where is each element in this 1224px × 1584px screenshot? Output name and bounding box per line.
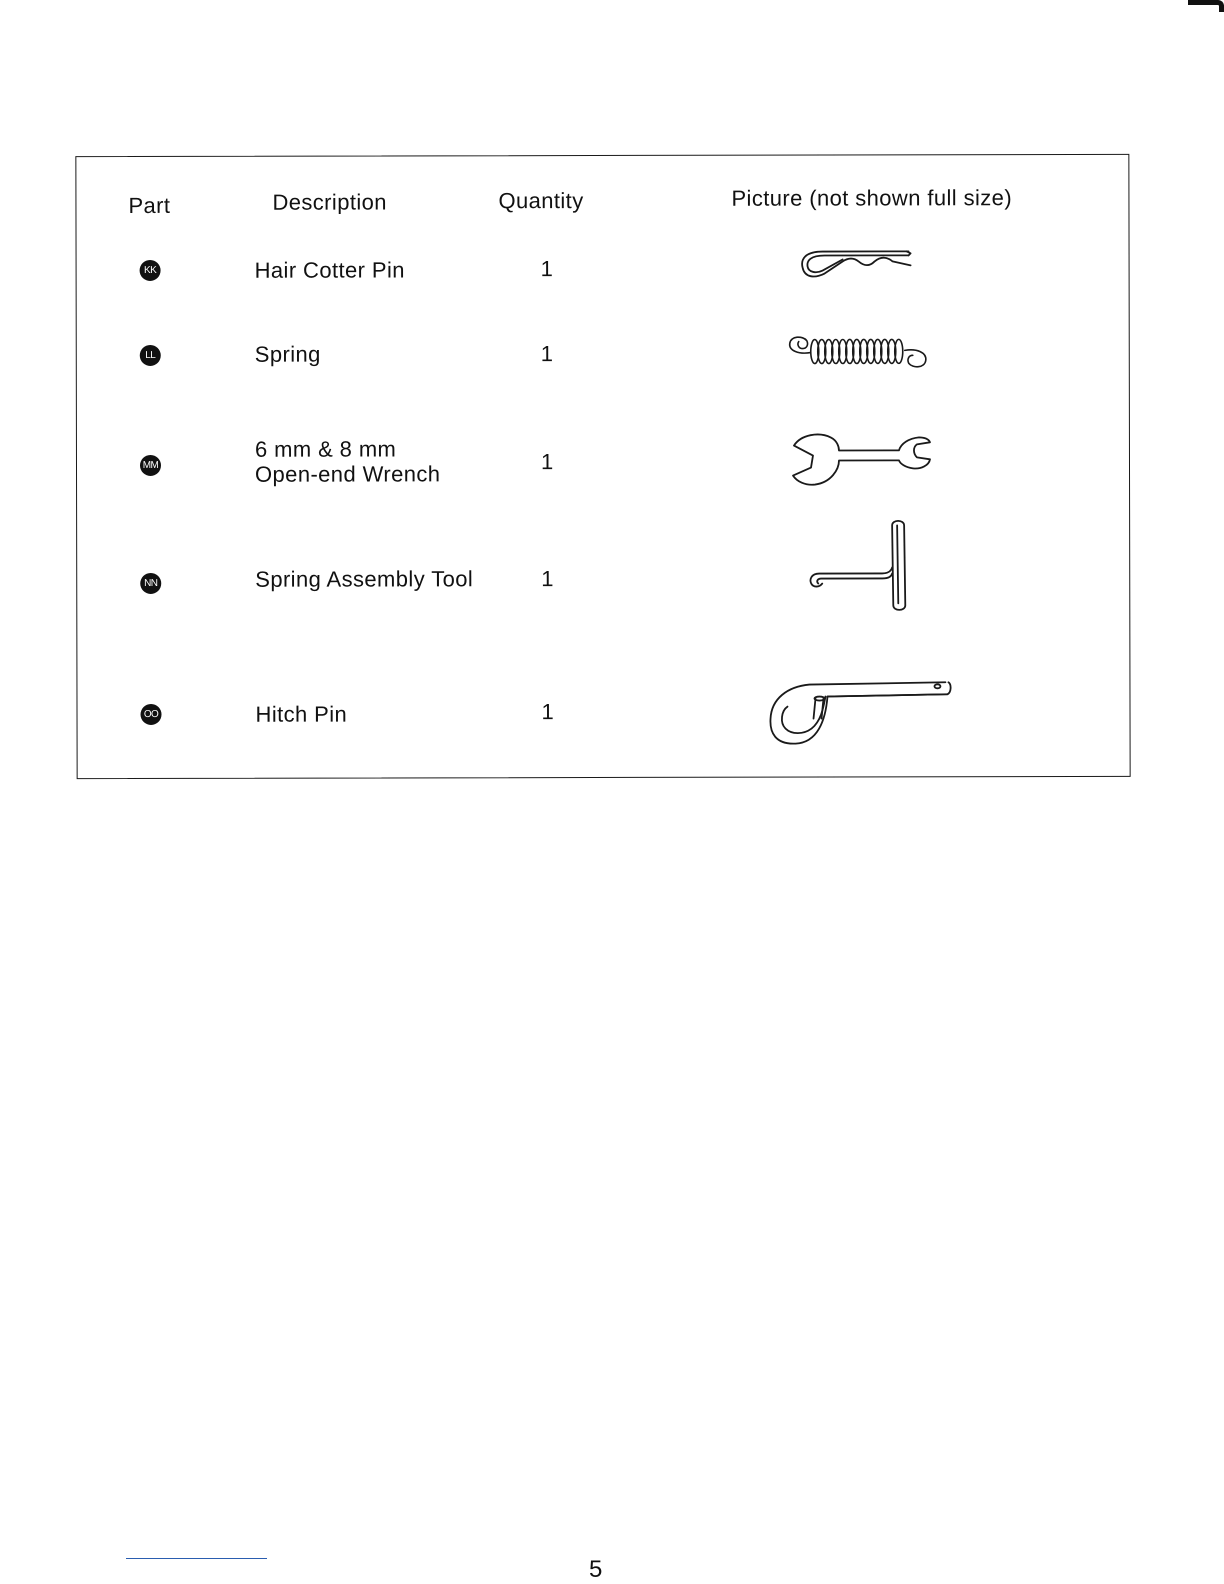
quantity-mm: 1 (540, 449, 554, 475)
table-row-kk (77, 255, 1129, 283)
quantity-ll: 1 (540, 341, 554, 367)
table-row-ll (77, 340, 1129, 367)
page-number: 5 (589, 1556, 603, 1583)
part-badge-ll: LL (140, 345, 161, 366)
scan-corner-mark (1188, 0, 1224, 12)
spring-icon (785, 330, 935, 374)
header-part: Part (128, 192, 171, 218)
description-line: Spring Assembly Tool (255, 566, 474, 592)
description-nn (255, 566, 473, 591)
description-line-2: Open-end Wrench (254, 461, 441, 487)
header-quantity: Quantity (498, 188, 584, 214)
description-line: Hitch Pin (255, 701, 348, 727)
spring-assembly-tool-icon (805, 517, 915, 613)
table-row-mm (77, 435, 1129, 487)
quantity-nn: 1 (541, 566, 554, 592)
table-row-oo (77, 699, 1129, 727)
hair-cotter-pin-icon (799, 245, 914, 285)
description-line: Hair Cotter Pin (254, 257, 405, 283)
part-badge-mm: MM (140, 455, 161, 476)
footer-rule (126, 1558, 267, 1559)
part-badge-nn: NN (140, 573, 161, 594)
part-badge-oo: OO (140, 704, 161, 725)
parts-table (75, 154, 1130, 779)
quantity-kk: 1 (540, 256, 553, 282)
hitch-pin-icon (765, 676, 955, 748)
header-picture: Picture (not shown full size) (731, 185, 1013, 211)
description-kk (255, 257, 405, 282)
description-mm (255, 436, 440, 486)
quantity-oo: 1 (541, 699, 554, 725)
description-line: Spring (254, 341, 321, 367)
open-end-wrench-icon (789, 429, 933, 489)
description-ll (255, 342, 321, 367)
part-badge-kk: KK (140, 260, 161, 281)
table-row-nn (77, 565, 1129, 592)
header-description: Description (272, 189, 387, 215)
description-line: 6 mm & 8 mm (254, 436, 397, 462)
description-oo (255, 702, 347, 727)
